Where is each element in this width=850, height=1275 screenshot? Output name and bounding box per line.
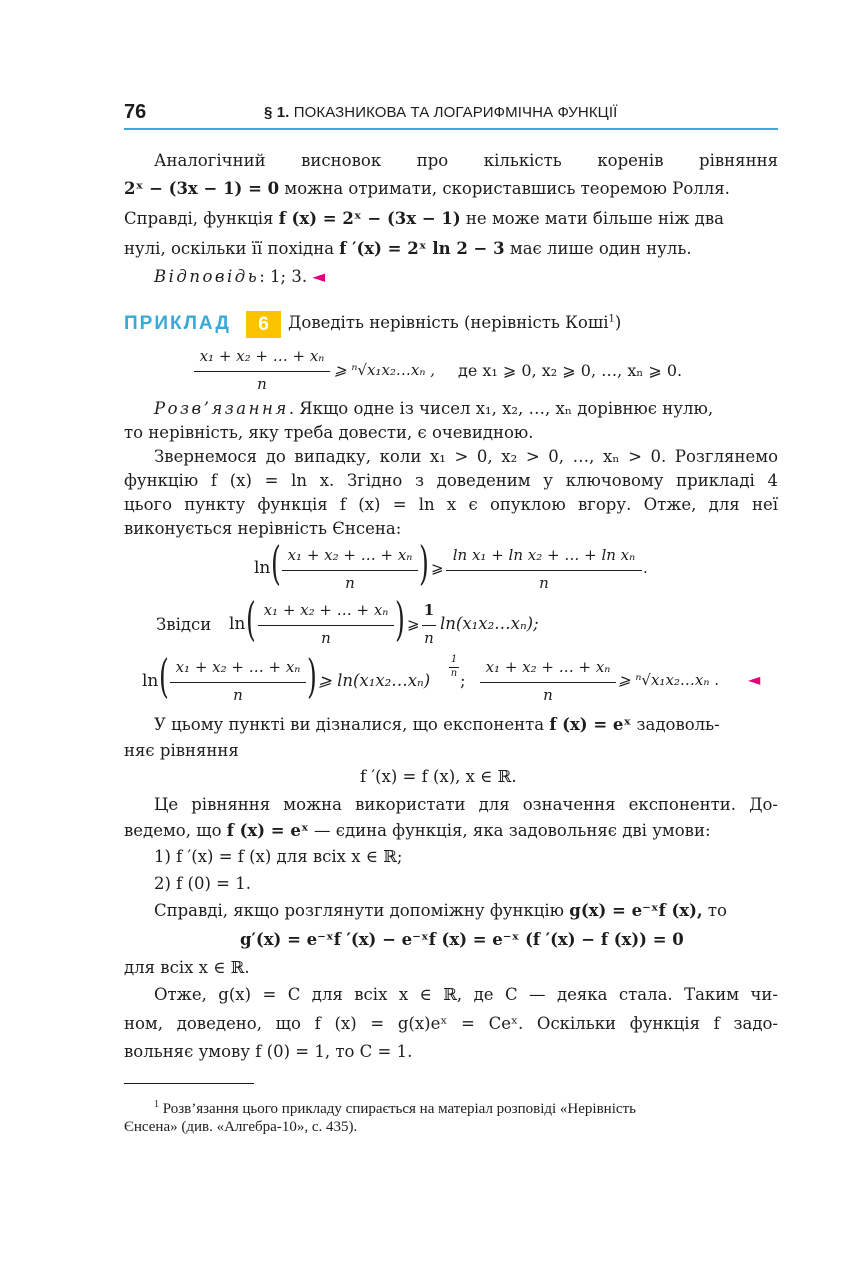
formula-g: g(x) = e⁻ˣf (x), [569,901,703,920]
solution-line1 [124,398,778,420]
para1-line3 [124,208,778,230]
formula-exp-2: f (x) = eˣ [226,821,309,840]
jensen-fraction-bar [282,570,418,571]
formula-exp: f (x) = eˣ [549,715,632,734]
final-right-paren: ) [307,649,317,703]
body-p1-b: задоволь- [631,715,720,734]
end-marker-icon: ◄ [312,267,326,286]
para1-line1: Аналогічний висновок про кількість коренів рівняння [154,151,778,170]
body-p3-b: то [702,901,727,920]
para1-line4-b: має лише один нуль. [504,239,692,258]
body-p2-line1: Це рівняння можна використати для означення експоненти. До- [154,795,778,814]
example-task-end: ) [614,313,622,332]
solution-line3: Звернемося до випадку, коли x₁ > 0, x₂ > 0, …, xₙ > 0. Розглянемо [154,447,778,466]
solution-line5: цього пункту функція f (x) = ln x є опуклою вгору. Отже, для неї [124,495,778,514]
hence-numerator: x₁ + x₂ + … + xₙ [263,601,389,619]
footnote-line2: Єнсена» (див. «Алгебра-10», с. 435). [124,1119,358,1135]
jensen-end: . [643,559,648,577]
body-p2-b: — єдина функція, яка задовольняє дві умови: [308,821,711,840]
jensen-numerator: x₁ + x₂ + … + xₙ [287,546,413,564]
answer-line [124,266,778,288]
final-mid: ⩾ ln(x₁x₂…xₙ) [318,671,431,690]
para1-line3-a: Справді, функція [124,209,279,228]
formula-function: f (x) = 2ˣ − (3x − 1) [278,209,461,228]
equation-ode: f ′(x) = f (x), x ∈ ℝ. [360,767,517,786]
body-p1-line2: няє рівняння [124,741,239,760]
header-rule [124,128,778,130]
jensen-rhs-numerator: ln x₁ + ln x₂ + … + ln xₙ [452,546,636,564]
answer-label: Відповідь [154,267,260,286]
hence-right-paren: ) [395,592,405,646]
body-p3-a: Справді, якщо розглянути допоміжну функцію [154,901,570,920]
para1-line4-a: нулі, оскільки її похідна [124,239,340,258]
final-rhs: ⩾ ⁿ√x₁x₂…xₙ . [618,671,719,689]
final-left-paren: ( [159,649,169,703]
section-mark: § 1. [264,104,290,121]
hence-geq: ⩾ [407,615,420,633]
hence-left-paren: ( [246,592,256,646]
formula-derivative: f ′(x) = 2ˣ ln 2 − 3 [339,239,505,258]
left-paren: ( [271,536,281,590]
jensen-rhs-bar [446,570,642,571]
hence-tail: ln(x₁x₂…xₙ); [440,614,539,633]
example-label: ПРИКЛАД [124,313,231,334]
right-paren: ) [419,536,429,590]
running-header [264,104,617,121]
example-number-badge: 6 [246,311,281,338]
body-p3-line1 [124,900,778,922]
cauchy-condition: де x₁ ⩾ 0, x₂ ⩾ 0, …, xₙ ⩾ 0. [458,361,683,380]
footnote-ref: 1 [608,313,615,325]
body-p2-line2 [124,820,778,842]
hence-ln: ln [229,614,246,634]
final-semi: ; [460,671,466,690]
jensen-denominator: n [345,574,355,592]
formula-equation: 2ˣ − (3x − 1) = 0 [124,179,280,198]
hence-n: n [424,629,434,647]
footnote-mark: 1 [154,1099,159,1110]
body-p4-line2: ном, доведено, що f (x) = g(x)eˣ = Ceˣ. Оскільки функція f задо- [124,1014,778,1033]
footnote-text-1: Розв’язання цього прикладу спирається на матеріал розповіді «Нерівність [159,1101,636,1117]
final-numerator-2: x₁ + x₂ + … + xₙ [485,658,611,676]
para1-line2 [124,178,778,200]
jensen-geq: ⩾ [431,559,444,577]
jensen-ln: ln [254,558,271,578]
final-denominator-2: n [543,686,553,704]
body-p1-line1 [124,714,778,736]
final-fraction-bar [170,682,306,683]
cauchy-denominator: n [257,375,267,393]
equation-g-derivative: g′(x) = e⁻ˣf ′(x) − e⁻ˣf (x) = e⁻ˣ (f ′(x) − f (x)) = 0 [240,930,684,949]
para1-line2-text: можна отримати, скориставшись теоремою Ролля. [279,179,730,198]
final-denominator: n [233,686,243,704]
final-fraction-bar-2 [480,682,616,683]
solution-label: Розв’язання [154,399,289,418]
solution-line1-text: . Якщо одне із чисел x₁, x₂, …, xₙ дорівнює нулю, [288,399,714,418]
section-title: ПОКАЗНИКОВА ТА ЛОГАРИФМІЧНА ФУНКЦІЇ [293,104,618,121]
hence-small-bar [422,625,436,626]
hence-word: Звідси [156,615,212,634]
jensen-rhs-denominator: n [539,574,549,592]
hence-one: 1 [423,601,435,619]
para1-line4 [124,238,778,260]
body-p2-a: ведемо, що [124,821,227,840]
solution-line6: виконується нерівність Єнсена: [124,519,402,538]
hence-denominator: n [321,629,331,647]
final-exp-den: n [450,668,458,679]
condition-2: 2) f (0) = 1. [154,874,251,893]
body-p4-line3: вольняє умову f (0) = 1, то C = 1. [124,1042,413,1061]
solution-line4: функцію f (x) = ln x. Згідно з доведеним у ключовому прикладі 4 [124,471,778,490]
cauchy-numerator: x₁ + x₂ + … + xₙ [199,347,325,365]
hence-fraction-bar [258,625,394,626]
answer-text: : 1; 3. [259,267,308,286]
solution-line2: то нерівність, яку треба довести, є очевидною. [124,423,534,442]
condition-1: 1) f ′(x) = f (x) для всіх x ∈ ℝ; [154,847,403,866]
body-p4-line1: Отже, g(x) = C для всіх x ∈ ℝ, де C — деяка стала. Таким чи- [154,985,778,1004]
page-number: 76 [124,101,147,123]
cauchy-fraction-bar [194,371,330,372]
example-task [288,313,621,332]
example-task-text: Доведіть нерівність (нерівність Коші [288,313,609,332]
body-p1-a: У цьому пункті ви дізналися, що експонента [154,715,550,734]
footnote-rule [124,1083,254,1084]
body-p3-line3: для всіх x ∈ ℝ. [124,958,250,977]
final-exp-num: 1 [450,654,458,665]
final-ln: ln [142,671,159,691]
para1-line3-b: не може мати більше ніж два [460,209,724,228]
cauchy-rhs: ⩾ ⁿ√x₁x₂…xₙ , [334,361,435,379]
final-numerator: x₁ + x₂ + … + xₙ [175,658,301,676]
final-end-marker-icon: ◄ [748,670,761,689]
